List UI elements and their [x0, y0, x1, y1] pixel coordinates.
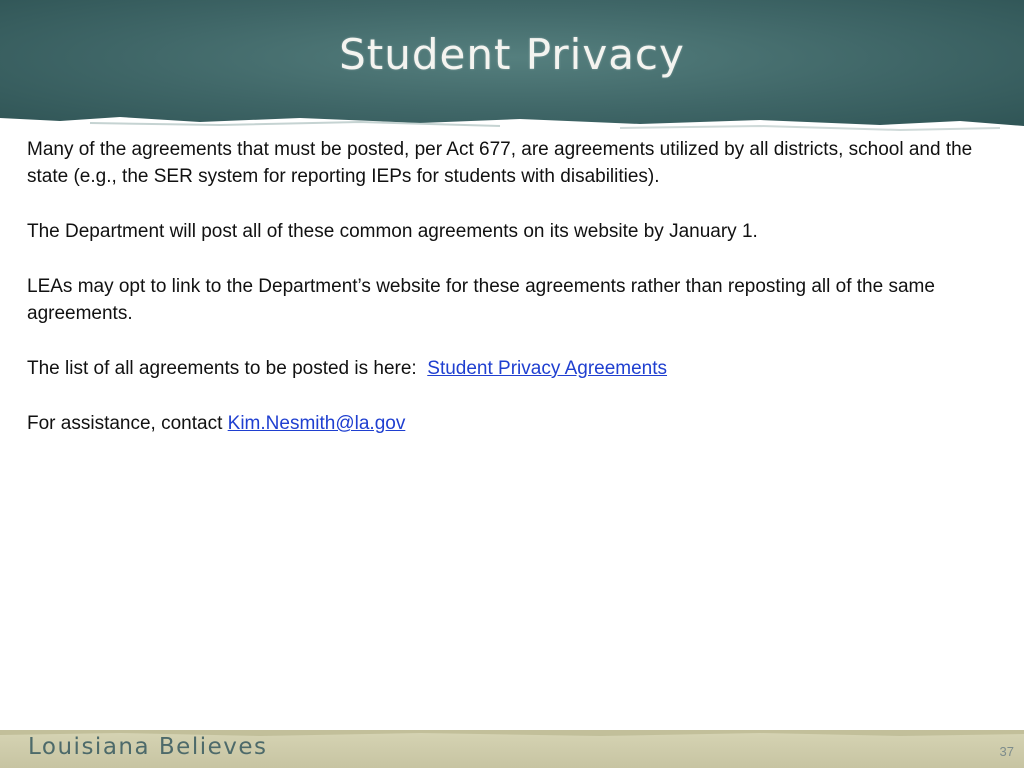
paragraph-common-agreements: Many of the agreements that must be posted, per Act 677, are agreements utilized by all districts, school and the state (e.g., the SER system for reporting IEPs for students with disabilities). [27, 139, 973, 187]
paragraph-lea-linking: LEAs may opt to link to the Department’s website for these agreements rather than reposting all of the same agreements. [27, 276, 935, 324]
slide-title: Student Privacy [339, 30, 685, 79]
chalkboard-header [0, 0, 1024, 128]
paragraph-department-posting: The Department will post all of these common agreements on its website by January 1. [27, 221, 758, 242]
agreements-list-text: The list of all agreements to be posted is here: [27, 358, 428, 379]
page-number: 37 [999, 744, 1014, 759]
slide-body [27, 136, 1002, 465]
assistance-text: For assistance, contact [27, 413, 228, 434]
paragraph-assistance-contact [27, 410, 1002, 437]
student-privacy-agreements-link[interactable]: Student Privacy Agreements [427, 358, 668, 379]
footer-bar [0, 730, 1024, 768]
contact-email-link[interactable]: Kim.Nesmith@la.gov [227, 413, 406, 434]
footer-brand: Louisiana Believes [28, 734, 268, 760]
paragraph-agreements-list [27, 355, 1002, 382]
